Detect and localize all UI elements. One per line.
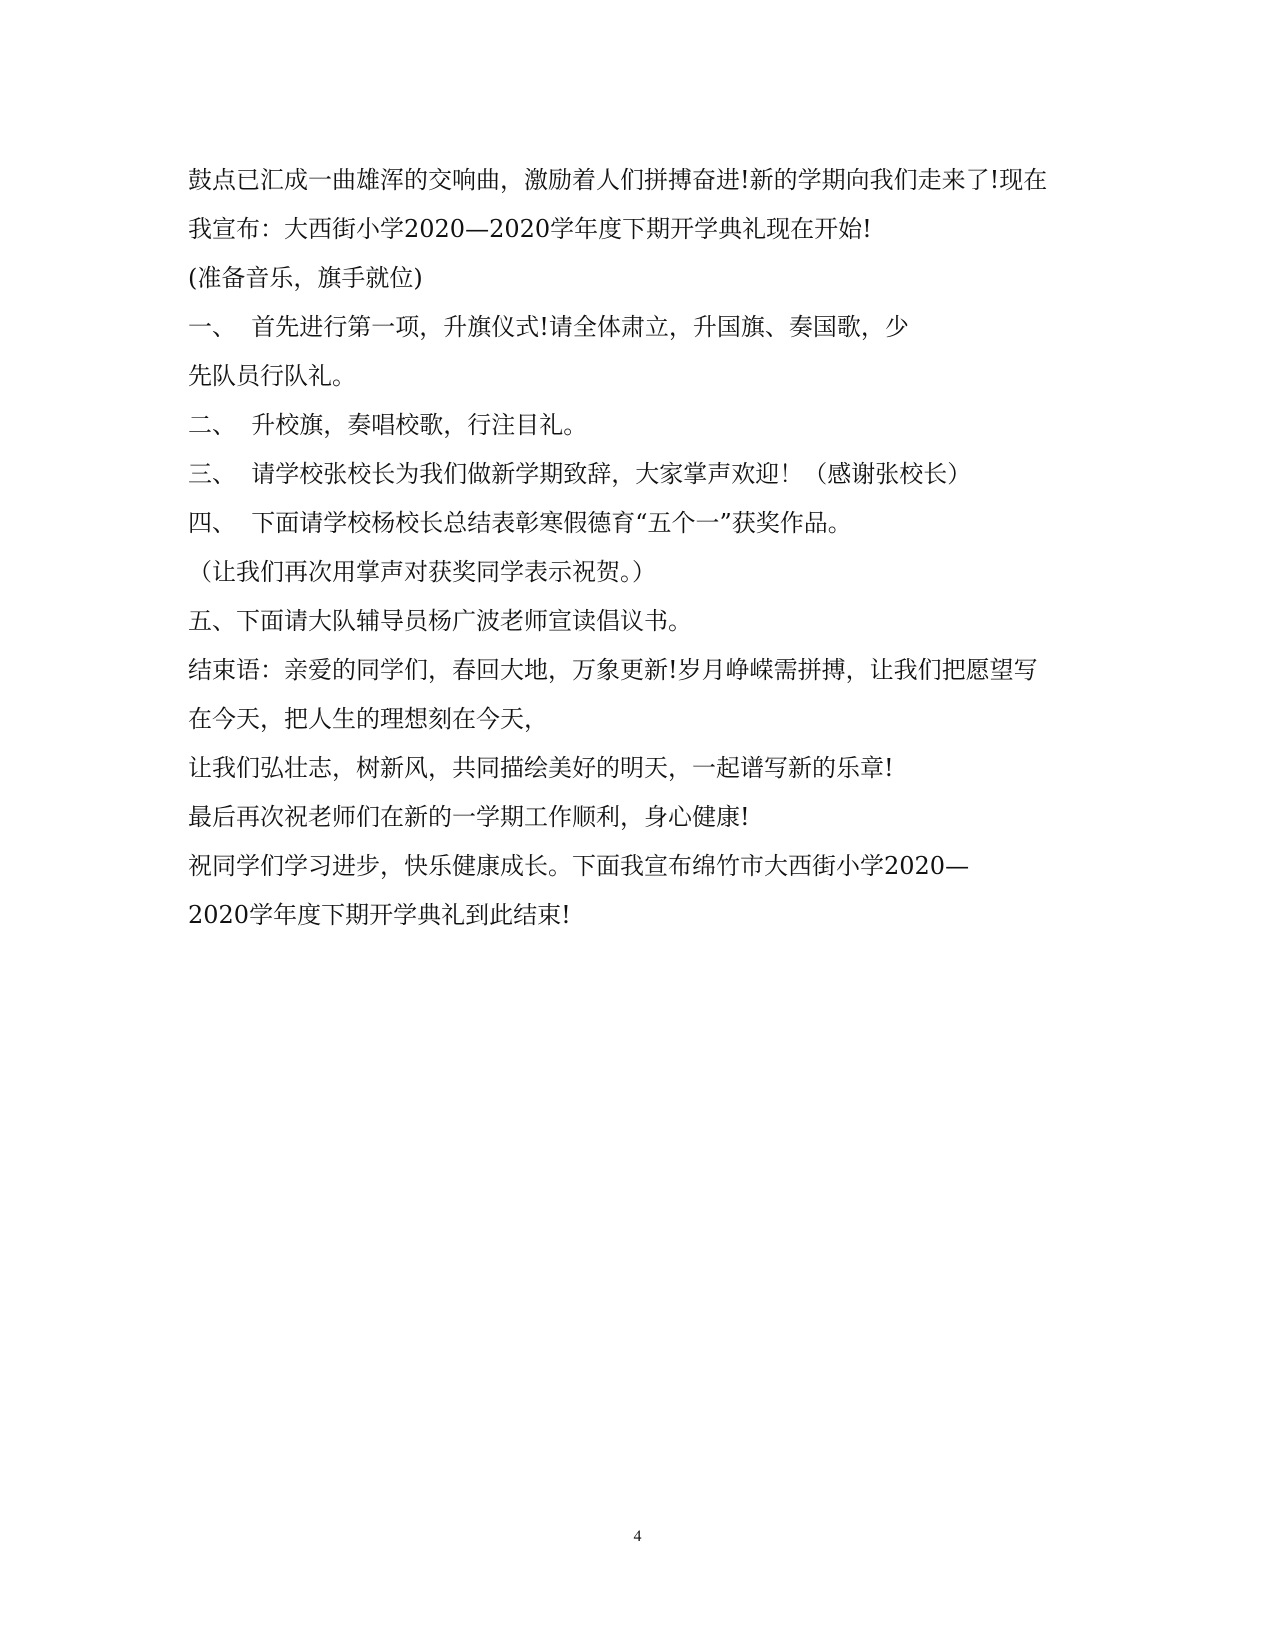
text-line-wishes-teachers: 最后再次祝老师们在新的一学期工作顺利，身心健康! [188, 803, 750, 831]
text-line-wishes-students: 祝同学们学习进步，快乐健康成长。下面我宣布绵竹市大西街小学2020— [188, 852, 970, 880]
text-line-item-3: 三、 请学校张校长为我们做新学期致辞，大家掌声欢迎！（感谢张校长） [188, 460, 972, 488]
page-number: 4 [633, 1528, 642, 1545]
text-line-item-1: 一、 首先进行第一项，升旗仪式!请全体肃立，升国旗、奏国歌，少 [188, 313, 909, 341]
text-line-item-1-cont: 先队员行队礼。 [188, 362, 356, 390]
text-line-item-2: 二、 升校旗，奏唱校歌，行注目礼。 [188, 411, 588, 439]
text-line-preparation: (准备音乐，旗手就位) [188, 264, 423, 292]
text-line-announcement: 我宣布：大西街小学2020—2020学年度下期开学典礼现在开始! [188, 215, 872, 243]
text-line-closing-cont: 在今天，把人生的理想刻在今天， [188, 705, 548, 733]
text-line-item-4: 四、 下面请学校杨校长总结表彰寒假德育“五个一”获奖作品。 [188, 509, 852, 537]
text-line-closing-2: 让我们弘壮志，树新风，共同描绘美好的明天，一起谱写新的乐章! [188, 754, 894, 782]
text-line-closing: 结束语：亲爱的同学们，春回大地，万象更新!岁月峥嵘需拼搏，让我们把愿望写 [188, 656, 1038, 684]
text-line-opening: 鼓点已汇成一曲雄浑的交响曲，激励着人们拼搏奋进!新的学期向我们走来了!现在 [188, 166, 1048, 194]
text-line-end: 2020学年度下期开学典礼到此结束! [188, 901, 571, 929]
text-line-item-4-note: （让我们再次用掌声对获奖同学表示祝贺。） [188, 558, 656, 586]
text-line-item-5: 五、下面请大队辅导员杨广波老师宣读倡议书。 [188, 607, 692, 635]
body-text [188, 156, 1088, 940]
